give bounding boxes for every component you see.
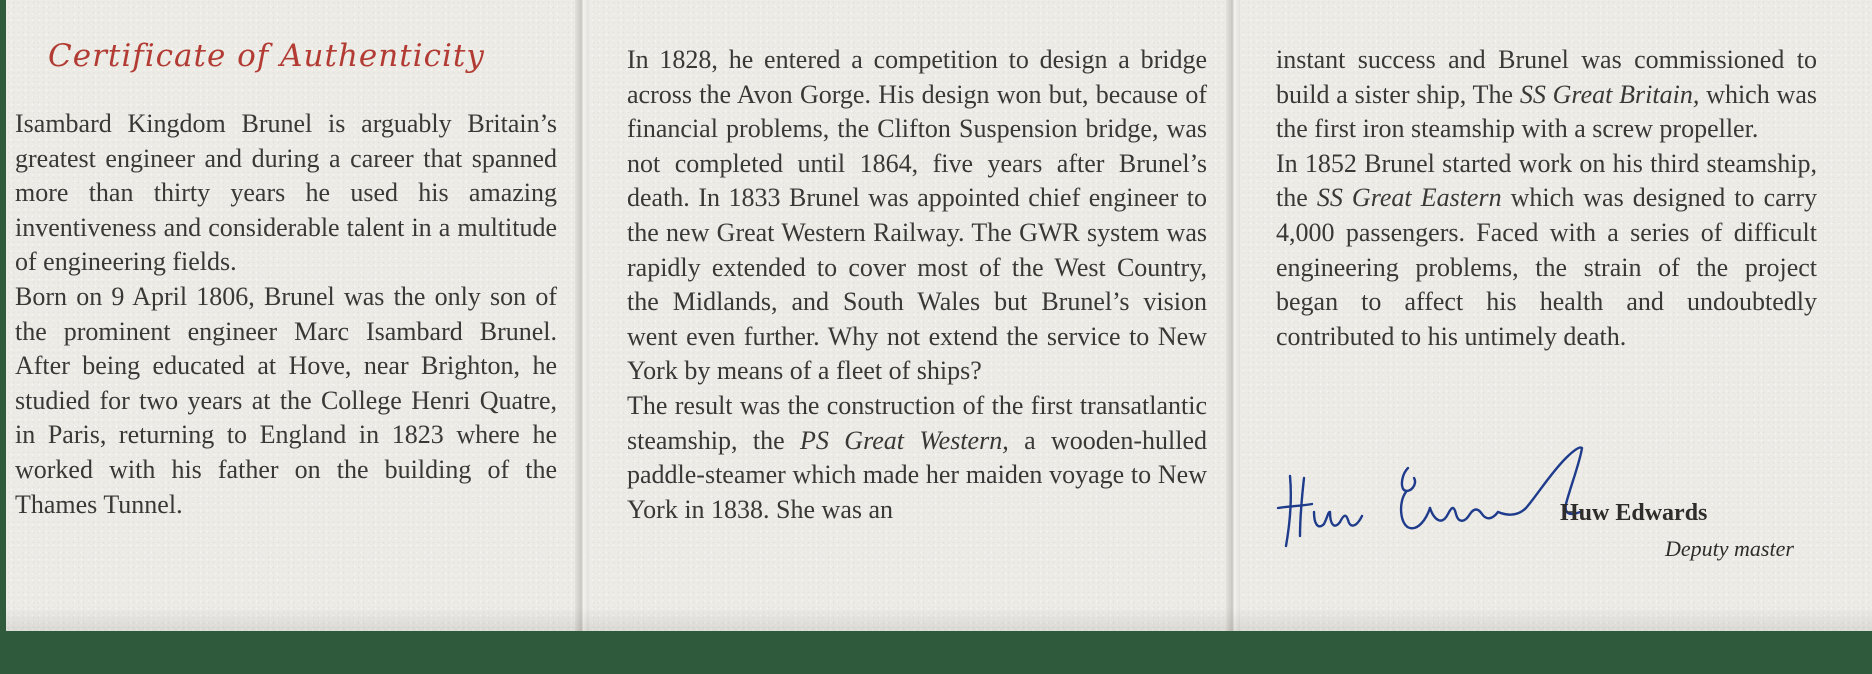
panel3-paragraph-1	[1276, 43, 1817, 147]
panel3-paragraph-1-end: which was the first iron steamship with a screw propeller.	[1276, 79, 1817, 144]
panel3-paragraph-2-start: In 1852 Brunel started work on his third steamship, the	[1276, 148, 1817, 213]
fold-crease-left	[575, 0, 589, 631]
panel3-paragraph-2-end: which was designed to carry 4,000 passengers. Faced with a series of difficult engineering problems, the strain of the project began to affect his health and undoubtedly contributed to his untimely death.	[1276, 183, 1817, 351]
certificate-title: Certificate of Authenticity	[48, 38, 485, 74]
signatory-name: Huw Edwards	[1560, 500, 1708, 526]
panel2-paragraph-2-end: a wooden-hulled paddle-steamer which made her maiden voyage to New York in 1838. She was an	[627, 425, 1207, 524]
panel2-paragraph-1: In 1828, he entered a competition to design a bridge across the Avon Gorge. His design won but, because of financial problems, the Clifton Suspension bridge, was not completed until 1864, five years after Brunel’s death. In 1833 Brunel was appointed chief engineer to the new Great Western Railway. The GWR system was rapidly extended to cover most of the West Country, the Midlands, and South Wales but Brunel’s vision went even further. Why not extend the service to New York by means of a fleet of ships?	[627, 45, 1207, 386]
panel1-paragraph-1: Isambard Kingdom Brunel is arguably Britain’s greatest engineer and during a career that spanned more than thirty years he used his amazing inventiveness and considerable talent in a multitude of engineering fields.	[15, 109, 557, 277]
ship-name-ps-great-western: PS Great Western,	[800, 425, 1009, 455]
panel3-paragraph-1-start: instant success and Brunel was commissioned to build a sister ship, The	[1276, 45, 1817, 109]
panel-left	[15, 0, 557, 631]
signatory-title: Deputy master	[1665, 536, 1794, 561]
ship-name-ss-great-britain: SS Great Britain,	[1519, 79, 1700, 109]
panel3-paragraph-2	[1276, 147, 1817, 355]
panel2-paragraph-2-start: The result was the construction of the first transatlantic steamship, the	[627, 390, 1207, 455]
panel2-paragraph-2	[627, 389, 1207, 527]
ship-name-ss-great-eastern: SS Great Eastern	[1316, 183, 1502, 213]
handwritten-signature	[1270, 428, 1630, 568]
panel-middle	[627, 43, 1207, 674]
fold-crease-right	[1226, 0, 1240, 631]
panel-right	[1276, 43, 1817, 674]
panel1-paragraph-2: Born on 9 April 1806, Brunel was the only son of the prominent engineer Marc Isambard Brunel. After being educated at Hove, near Brighton, he studied for two years at the College Henri Quatre, in Paris, returning to England in 1823 where he worked with his father on the building of the Thames Tunnel.	[15, 281, 557, 519]
